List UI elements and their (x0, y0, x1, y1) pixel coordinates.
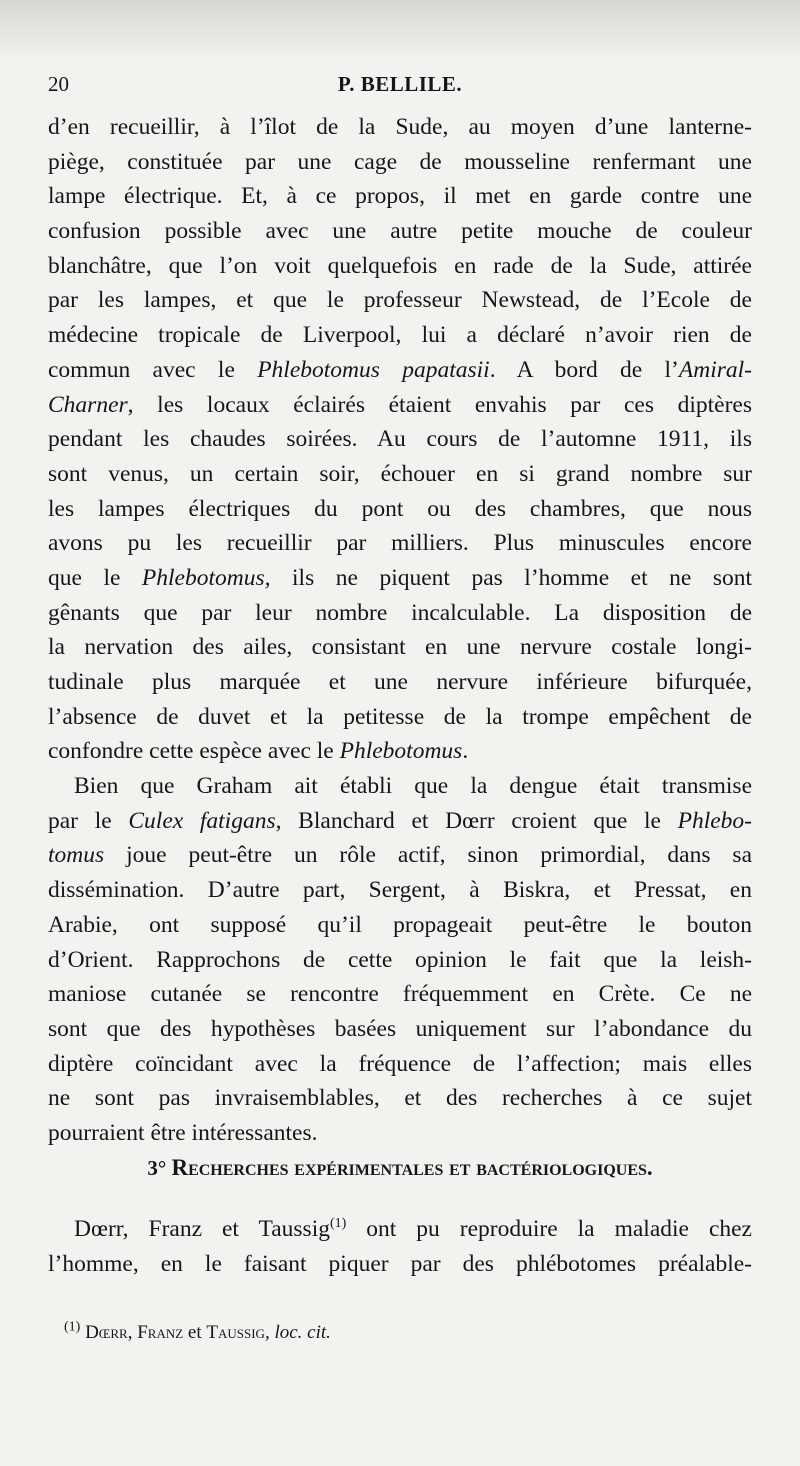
text-span: ont pu reproduire la maladie chez (346, 1216, 752, 1242)
paragraph-3 (48, 1212, 752, 1281)
text-line: d’en recueillir, à l’îlot de la Sude, au moyen d’une lanterne- (48, 114, 752, 140)
ship-name: Amiral- (678, 356, 752, 383)
running-head: P. BELLILE. (337, 72, 463, 96)
text-span: , les locaux éclairés étaient envahis par ces diptères (127, 391, 752, 418)
text-line: l’absence de duvet et la petitesse de la trompe empêchent de (48, 703, 752, 730)
footnote-authors: Dœrr, Franz (85, 1322, 184, 1343)
text-line (48, 561, 752, 596)
text-line: par les lampes, et que le professeur Newstead, de l’Ecole de (48, 287, 752, 314)
species-name: Culex fatigans (128, 807, 276, 834)
text-line: tudinale plus marquée et une nervure inférieure bifurquée, (48, 669, 752, 695)
text-span: joue peut-être un rôle actif, sinon primordial, dans sa (104, 842, 752, 869)
genus-name: Phlebotomus (339, 738, 463, 765)
text-span: que le (48, 564, 142, 591)
text-line (48, 353, 752, 388)
text-span: . (462, 738, 469, 765)
section-number: 3° (147, 1156, 167, 1180)
footnote (64, 1319, 331, 1344)
genus-name: Phlebo- (677, 807, 752, 834)
genus-name-cont: tomus (48, 842, 105, 869)
text-line: ne sont pas invraisemblables, et des recherches à ce sujet (48, 1085, 752, 1112)
text-line: diptère coïncidant avec la fréquence de l’affection; mais elles (48, 1050, 752, 1077)
text-span: et (183, 1322, 207, 1343)
footnote-marker: (1) (64, 1319, 81, 1335)
text-line: lampe électrique. Et, à ce propos, il met en garde contre une (48, 183, 752, 210)
page-header (48, 72, 752, 102)
text-line: d’Orient. Rapprochons de cette opinion le fait que la leish- (48, 946, 752, 973)
text-line: confusion possible avec une autre petite mouche de couleur (48, 218, 752, 245)
text-span: , Blanchard et Dœrr croient que le (275, 807, 678, 834)
ship-name-cont: Charner (48, 391, 128, 418)
text-line (48, 1212, 752, 1247)
text-line: médecine tropicale de Liverpool, lui a déclaré n’avoir rien de (48, 322, 752, 349)
text-line: la nervation des ailes, consistant en une nervure costale longi- (48, 634, 752, 661)
paragraph-1 (48, 110, 752, 1151)
text-line: sont venus, un certain soir, échouer en si grand nombre sur (48, 460, 752, 487)
text-line: avons pu les recueillir par milliers. Plus minuscules encore (48, 530, 752, 557)
text-line: blanchâtre, que l’on voit quelquefois en rade de la Sude, attirée (48, 252, 752, 279)
footnote-author: Taussig (206, 1322, 265, 1343)
page-number: 20 (48, 72, 69, 96)
text-line: piège, constituée par une cage de mousseline renfermant une (48, 148, 752, 175)
text-line: maniose cutanée se rencontre fréquemment en Crète. Ce ne (48, 981, 752, 1008)
text-line: sont que des hypothèses basées uniquement sur l’abondance du (48, 1015, 752, 1042)
scan-shadow (0, 0, 800, 60)
text-span: . A bord de l’ (489, 356, 679, 383)
text-line: pourraient être intéressantes. (48, 1119, 318, 1146)
text-line: pendant les chaudes soirées. Au cours de l’automne 1911, ils (48, 426, 752, 453)
section-title: Recherches expérimentales et bactériologiques. (171, 1155, 653, 1180)
text-span: commun avec le (48, 356, 258, 383)
text-line: gênants que par leur nombre incalculable. La disposition de (48, 599, 752, 626)
text-span: ils ne piquent pas l’homme et ne sont (270, 564, 752, 591)
text-line: l’homme, en le faisant piquer par des phlébotomes préalable- (48, 1250, 752, 1277)
text-span: Dœrr, Franz et Taussig (74, 1216, 330, 1242)
text-line: les lampes électriques du pont ou des chambres, que nous (48, 495, 752, 522)
text-line (48, 388, 752, 423)
species-name: Phlebotomus papatasii (257, 356, 490, 383)
text-line: Arabie, ont supposé qu’il propageait peut-être le bouton (48, 911, 752, 938)
footnote-ref: (1) (329, 1216, 347, 1232)
text-line: dissémination. D’autre part, Sergent, à Biskra, et Pressat, en (48, 877, 752, 904)
section-heading (48, 1155, 752, 1181)
text-line (48, 838, 752, 873)
text-line (48, 734, 752, 769)
text-line: Bien que Graham ait établi que la dengue était transmise (74, 773, 752, 800)
text-span: confondre cette espèce avec le (48, 738, 340, 765)
footnote-ref-text: , loc. cit. (264, 1322, 331, 1343)
genus-name: Phlebotomus, (141, 564, 271, 591)
text-line (48, 804, 752, 839)
text-span: par le (48, 807, 129, 834)
